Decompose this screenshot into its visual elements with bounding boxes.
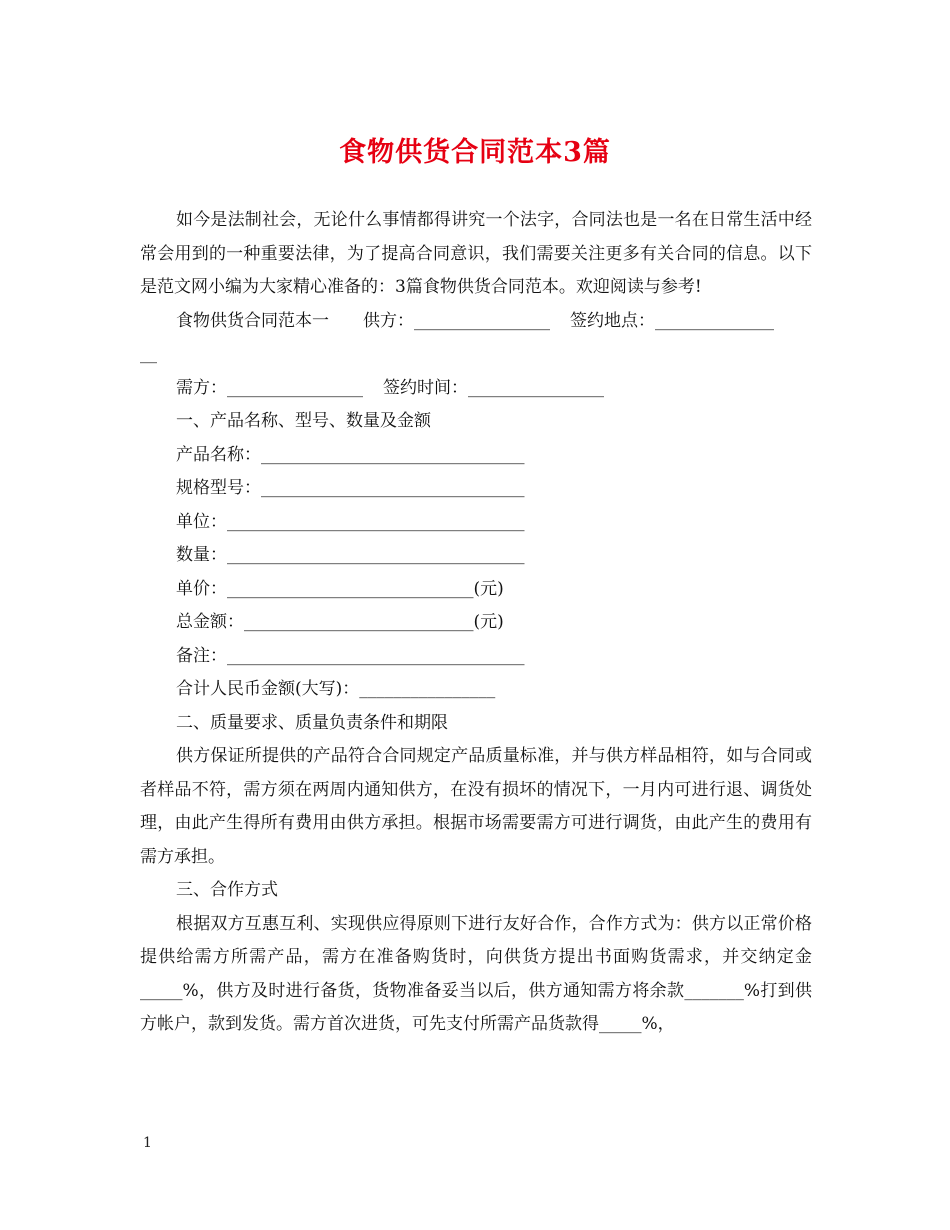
part-title: 食物供货合同范本一 [176, 310, 329, 331]
field-line: 单价：_____________________________(元) [176, 578, 504, 599]
section1-title: 一、产品名称、型号、数量及金额 [176, 411, 431, 431]
section2-paragraph: 供方保证所提供的产品符合合同规定产品质量标准，并与供方样品相符，如与合同或者样品不符，需方须在两周内通知供方，在没有损坏的情况下，一月内可进行退、调货处理，由此产生得所有费用由供方承担。根据市场需要需方可进行调货，由此产生的费用有需方承担。 [140, 746, 812, 867]
supplier-field: 供方：________________ [363, 310, 550, 331]
field-line: 合计人民币金额(大写)：________________ [176, 679, 496, 699]
sign-place-field: 签约地点：______________ [570, 310, 774, 331]
section3-title: 三、合作方式 [176, 880, 278, 900]
section2-title: 二、质量要求、质量负责条件和期限 [176, 712, 448, 733]
sign-time-field: 签约时间：________________ [383, 377, 604, 398]
sign-place-continuation: __ [140, 344, 157, 364]
field-line: 单位：___________________________________ [176, 511, 525, 532]
field-line: 备注：___________________________________ [176, 645, 525, 666]
field-line: 数量：___________________________________ [176, 545, 525, 565]
demander-line [140, 372, 812, 406]
intro-paragraph: 如今是法制社会，无论什么事情都得讲究一个法字，合同法也是一名在日常生活中经常会用到的一种重要法律，为了提高合同意识，我们需要关注更多有关合同的信息。以下是范文网小编为大家精心准备的：3篇食物供货合同范本。欢迎阅读与参考! [140, 210, 812, 297]
field-line: 总金额：___________________________(元) [176, 612, 504, 632]
section3-paragraph: 根据双方互惠互利、实现供应得原则下进行友好合作，合作方式为：供方以正常价格提供给需方所需产品，需方在准备购货时，向供货方提出书面购货需求，并交纳定金_____%，供方及时进行备货，货物准备妥当以后，供方通知需方将余款_______%打到供方帐户，款到发货。需方首次进货，可先支付所需产品货款得_____%， [140, 913, 812, 1034]
page-number: 1 [143, 1135, 152, 1151]
field-line: 规格型号：_______________________________ [176, 478, 525, 498]
demander-field: 需方：________________ [176, 377, 363, 398]
document-title: 食物供货合同范本3篇 [339, 137, 611, 168]
document-body [140, 204, 812, 1042]
contract-header-line [140, 305, 812, 339]
field-line: 产品名称：_______________________________ [176, 444, 525, 465]
